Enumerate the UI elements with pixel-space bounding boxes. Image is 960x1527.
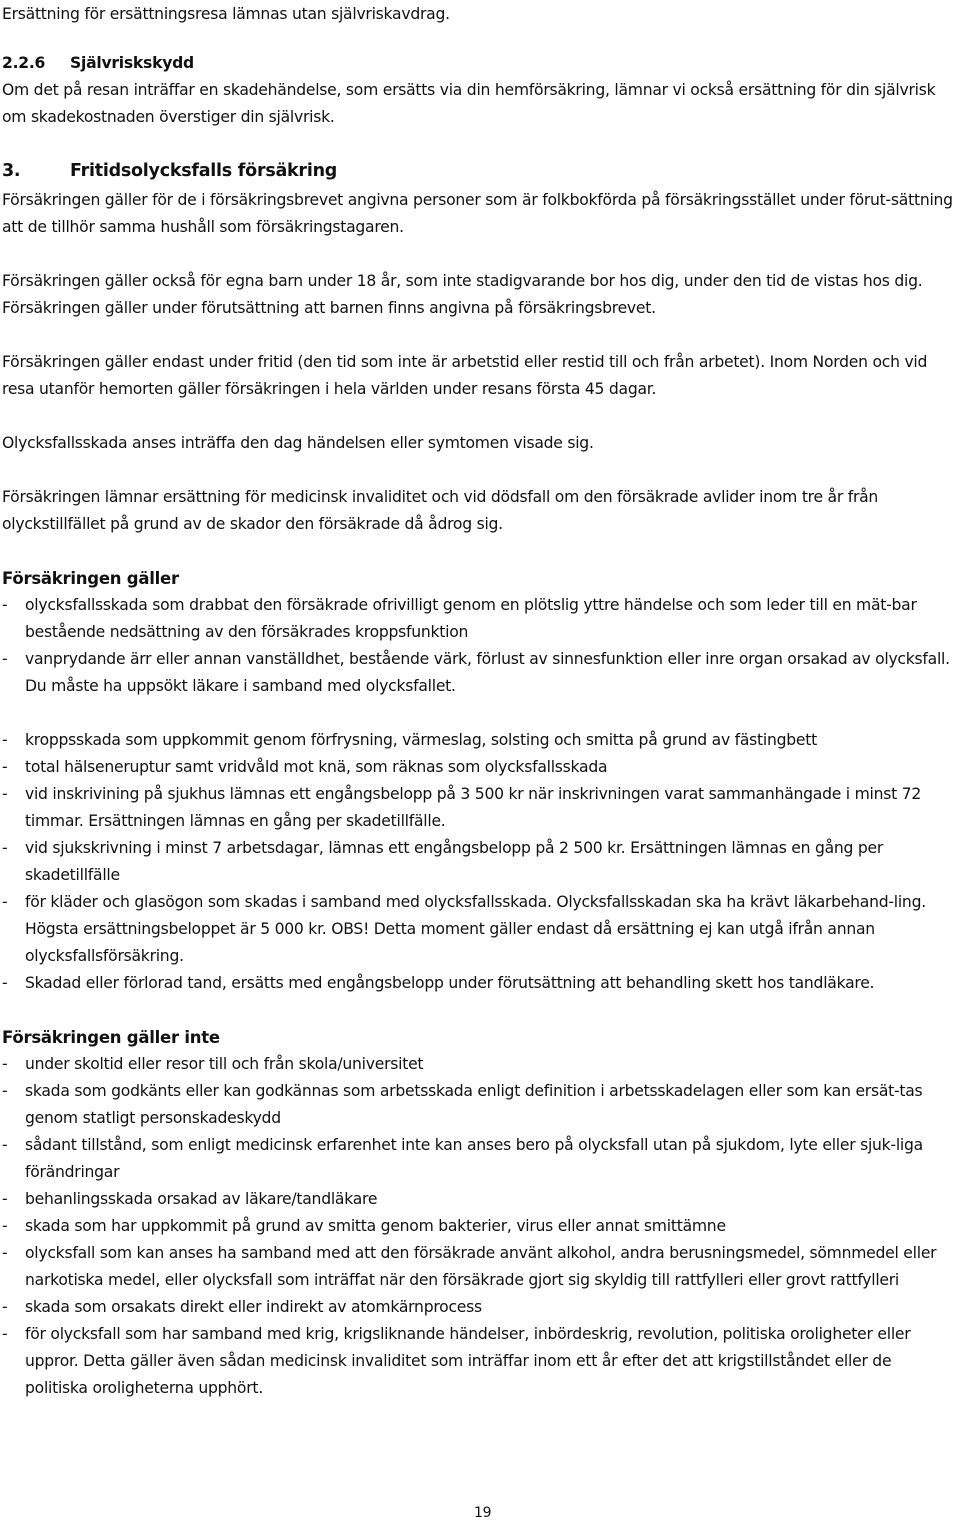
paragraph: Försäkringen gäller också för egna barn under 18 år, som inte stadigvarande bor hos dig, under den tid de vistas hos dig. Försäkringen gäller under förutsättning att barnen finns angivna på försäkringsbrevet. bbox=[2, 272, 923, 317]
list-item bbox=[0, 889, 958, 970]
list-item bbox=[0, 1051, 958, 1078]
dash-bullet: - bbox=[2, 1244, 8, 1262]
dash-bullet: - bbox=[2, 650, 8, 668]
list-item-text: skada som har uppkommit på grund av smitta genom bakterier, virus eller annat smittämne bbox=[25, 1217, 726, 1235]
list-item-text: sådant tillstånd, som enligt medicinsk erfarenhet inte kan anses bero på olycksfall utan på sjukdom, lyte eller sjuk-liga förändringar bbox=[25, 1136, 923, 1181]
list-item bbox=[0, 1213, 958, 1240]
section-number: 2.2.6 bbox=[2, 54, 46, 72]
section-title: Fritidsolycksfalls försäkring bbox=[70, 161, 338, 181]
dash-bullet: - bbox=[2, 1136, 8, 1154]
dash-bullet: - bbox=[2, 1325, 8, 1343]
list-item bbox=[0, 727, 958, 754]
dash-bullet: - bbox=[2, 1217, 8, 1235]
list-item bbox=[0, 646, 958, 700]
dash-bullet: - bbox=[2, 1298, 8, 1316]
list-item bbox=[0, 835, 958, 889]
not-applies-list bbox=[0, 1051, 958, 1402]
list-item bbox=[0, 1294, 958, 1321]
applies-list-a bbox=[0, 592, 958, 700]
section-number: 3. bbox=[2, 161, 21, 181]
not-applies-heading: Försäkringen gäller inte bbox=[2, 1028, 220, 1047]
list-item-text: under skoltid eller resor till och från skola/universitet bbox=[25, 1055, 424, 1073]
list-item-text: total hälseneruptur samt vridvåld mot knä, som räknas som olycksfallsskada bbox=[25, 758, 608, 776]
list-item-text: olycksfall som kan anses ha samband med att den försäkrade använt alkohol, andra berusningsmedel, sömnmedel eller narkotiska medel, eller olycksfall som inträffat när den försäkrade gjort sig skyldig till rattfylleri eller grovt rattfylleri bbox=[25, 1244, 937, 1289]
dash-bullet: - bbox=[2, 758, 8, 776]
list-item bbox=[0, 592, 958, 646]
paragraph: Försäkringen lämnar ersättning för medicinsk invaliditet och vid dödsfall om den försäkrade avlider inom tre år från olyckstillfället på grund av de skador den försäkrade då ådrog sig. bbox=[2, 488, 879, 533]
list-item-text: skada som godkänts eller kan godkännas som arbetsskada enligt definition i arbetsskadelagen eller som kan ersät-tas genom statligt personskadeskydd bbox=[25, 1082, 923, 1127]
list-item-text: vid inskrivining på sjukhus lämnas ett engångsbelopp på 3 500 kr när inskrivningen varat sammanhängade i minst 72 timmar. Ersättningen lämnas en gång per skadetillfälle. bbox=[25, 785, 922, 830]
applies-heading: Försäkringen gäller bbox=[2, 569, 179, 588]
list-item bbox=[0, 970, 958, 997]
dash-bullet: - bbox=[2, 974, 8, 992]
intro-line: Ersättning för ersättningsresa lämnas utan självriskavdrag. bbox=[2, 5, 450, 23]
section-title: Självriskskydd bbox=[70, 54, 194, 72]
applies-list-b bbox=[0, 727, 958, 997]
list-item-text: för olycksfall som har samband med krig, krigsliknande händelser, inbördeskrig, revolution, politiska oroligheter eller uppror. Detta gäller även sådan medicinsk invaliditet som inträffar inom ett år efter det att krigstillståndet eller de politiska oroligheterna upphört. bbox=[25, 1325, 911, 1397]
paragraph: Olycksfallsskada anses inträffa den dag händelsen eller symtomen visade sig. bbox=[2, 434, 594, 452]
dash-bullet: - bbox=[2, 1190, 8, 1208]
list-item-text: för kläder och glasögon som skadas i samband med olycksfallsskada. Olycksfallsskadan ska ha krävt läkarbehand-ling. Högsta ersättningsbeloppet är 5 000 kr. OBS! Detta moment gäller endast då ersättning ej kan utgå ifrån annan olycksfallsförsäkring. bbox=[25, 893, 926, 965]
list-item-text: vid sjukskrivning i minst 7 arbetsdagar, lämnas ett engångsbelopp på 2 500 kr. Ersättningen lämnas en gång per skadetillfälle bbox=[25, 839, 884, 884]
list-item-text: behanlingsskada orsakad av läkare/tandläkare bbox=[25, 1190, 378, 1208]
list-item-text: olycksfallsskada som drabbat den försäkrade ofrivilligt genom en plötslig yttre händelse och som leder till en mät-bar bestående nedsättning av den försäkrades kroppsfunktion bbox=[25, 596, 917, 641]
list-item-text: vanprydande ärr eller annan vanställdhet, bestående värk, förlust av sinnesfunktion eller inre organ orsakad av olycksfall. Du måste ha uppsökt läkare i samband med olycksfallet. bbox=[25, 650, 950, 695]
dash-bullet: - bbox=[2, 893, 8, 911]
dash-bullet: - bbox=[2, 839, 8, 857]
list-item-text: kroppsskada som uppkommit genom förfrysning, värmeslag, solsting och smitta på grund av fästingbett bbox=[25, 731, 817, 749]
section-2-2-6-text: Om det på resan inträffar en skadehändelse, som ersätts via din hemförsäkring, lämnar vi också ersättning för din självrisk om skadekostnaden överstiger din självrisk. bbox=[2, 81, 936, 126]
list-item bbox=[0, 1078, 958, 1132]
section-3-heading bbox=[2, 158, 337, 185]
dash-bullet: - bbox=[2, 1082, 8, 1100]
list-item bbox=[0, 781, 958, 835]
paragraph: Försäkringen gäller för de i försäkringsbrevet angivna personer som är folkbokförda på försäkringsstället under förut-sättning att de tillhör samma hushåll som försäkringstagaren. bbox=[2, 191, 953, 236]
list-item-text: skada som orsakats direkt eller indirekt av atomkärnprocess bbox=[25, 1298, 482, 1316]
dash-bullet: - bbox=[2, 785, 8, 803]
dash-bullet: - bbox=[2, 596, 8, 614]
paragraph: Försäkringen gäller endast under fritid (den tid som inte är arbetstid eller restid till och från arbetet). Inom Norden och vid resa utanför hemorten gäller försäkringen i hela världen under resans första 45 dagar. bbox=[2, 353, 928, 398]
list-item bbox=[0, 1186, 958, 1213]
list-item bbox=[0, 754, 958, 781]
dash-bullet: - bbox=[2, 1055, 8, 1073]
list-item-text: Skadad eller förlorad tand, ersätts med engångsbelopp under förutsättning att behandling skett hos tandläkare. bbox=[25, 974, 875, 992]
list-item bbox=[0, 1321, 958, 1402]
list-item bbox=[0, 1240, 958, 1294]
page-number: 19 bbox=[474, 1505, 492, 1521]
list-item bbox=[0, 1132, 958, 1186]
dash-bullet: - bbox=[2, 731, 8, 749]
section-2-2-6-heading bbox=[2, 50, 194, 77]
